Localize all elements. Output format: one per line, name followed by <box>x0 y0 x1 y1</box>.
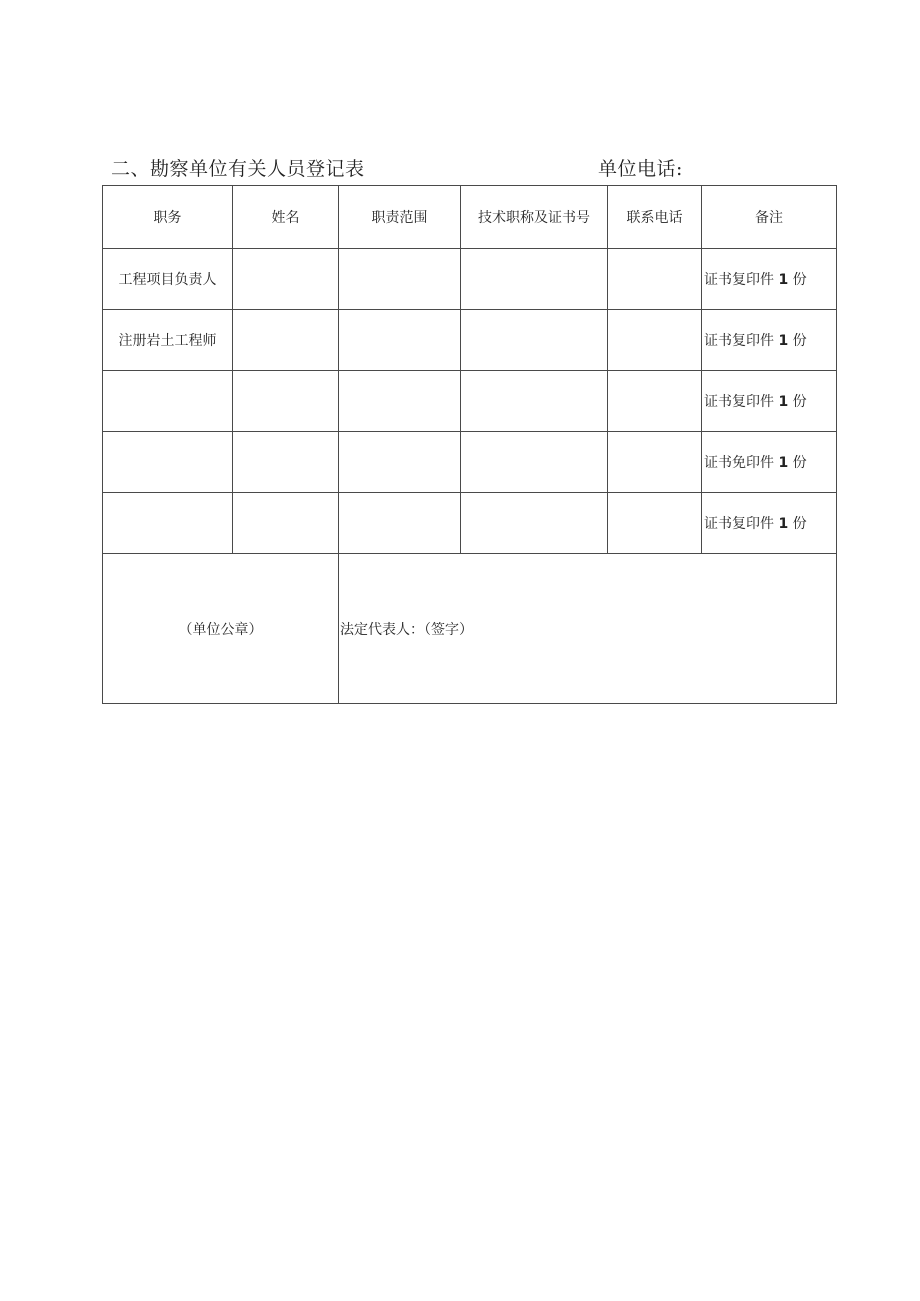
column-header-title-cert: 技术职称及证书号 <box>461 186 608 249</box>
note-cell <box>702 432 837 493</box>
scope-cell[interactable] <box>339 493 461 554</box>
table-row <box>103 249 837 310</box>
phone-cell[interactable] <box>608 310 702 371</box>
unit-phone-label: 单位电话: <box>598 158 683 180</box>
note-count: 1 <box>778 333 789 349</box>
note-text: 证书复印件 <box>704 516 774 532</box>
name-cell[interactable] <box>233 310 339 371</box>
note-count: 1 <box>778 394 789 410</box>
name-cell[interactable] <box>233 493 339 554</box>
note-unit: 份 <box>792 333 807 349</box>
column-header-name: 姓名 <box>233 186 339 249</box>
note-text: 证书复印件 <box>704 333 774 349</box>
unit-seal-cell: （单位公章） <box>103 554 339 704</box>
table-row <box>103 310 837 371</box>
note-unit: 份 <box>792 455 807 471</box>
note-cell <box>702 493 837 554</box>
role-cell: 工程项目负责人 <box>103 249 233 310</box>
scope-cell[interactable] <box>339 432 461 493</box>
role-cell: 注册岩土工程师 <box>103 310 233 371</box>
phone-cell[interactable] <box>608 432 702 493</box>
title-cert-cell[interactable] <box>461 310 608 371</box>
note-count: 1 <box>778 455 789 471</box>
title-cert-cell[interactable] <box>461 432 608 493</box>
role-cell[interactable] <box>103 371 233 432</box>
note-cell <box>702 249 837 310</box>
table-row <box>103 432 837 493</box>
seal-signature-row <box>103 554 837 704</box>
title-cert-cell[interactable] <box>461 371 608 432</box>
note-text: 证书复印件 <box>704 272 774 288</box>
note-count: 1 <box>778 516 789 532</box>
phone-cell[interactable] <box>608 493 702 554</box>
personnel-register-table <box>102 185 837 704</box>
phone-cell[interactable] <box>608 371 702 432</box>
scope-cell[interactable] <box>339 310 461 371</box>
title-cert-cell[interactable] <box>461 249 608 310</box>
name-cell[interactable] <box>233 432 339 493</box>
name-cell[interactable] <box>233 249 339 310</box>
table-row <box>103 493 837 554</box>
role-cell[interactable] <box>103 432 233 493</box>
table-row <box>103 371 837 432</box>
note-unit: 份 <box>792 272 807 288</box>
column-header-note: 备注 <box>702 186 837 249</box>
table-header-row <box>103 186 837 249</box>
title-cert-cell[interactable] <box>461 493 608 554</box>
note-unit: 份 <box>792 516 807 532</box>
scope-cell[interactable] <box>339 249 461 310</box>
phone-cell[interactable] <box>608 249 702 310</box>
note-text: 证书复印件 <box>704 394 774 410</box>
role-cell[interactable] <box>103 493 233 554</box>
note-cell <box>702 371 837 432</box>
legal-representative-signature-cell[interactable]: 法定代表人：（签字） <box>339 554 837 704</box>
note-unit: 份 <box>792 394 807 410</box>
column-header-phone: 联系电话 <box>608 186 702 249</box>
note-count: 1 <box>778 272 789 288</box>
note-cell <box>702 310 837 371</box>
column-header-scope: 职责范围 <box>339 186 461 249</box>
note-text: 证书免印件 <box>704 455 774 471</box>
column-header-role: 职务 <box>103 186 233 249</box>
scope-cell[interactable] <box>339 371 461 432</box>
name-cell[interactable] <box>233 371 339 432</box>
form-title: 二、勘察单位有关人员登记表 <box>111 158 365 180</box>
